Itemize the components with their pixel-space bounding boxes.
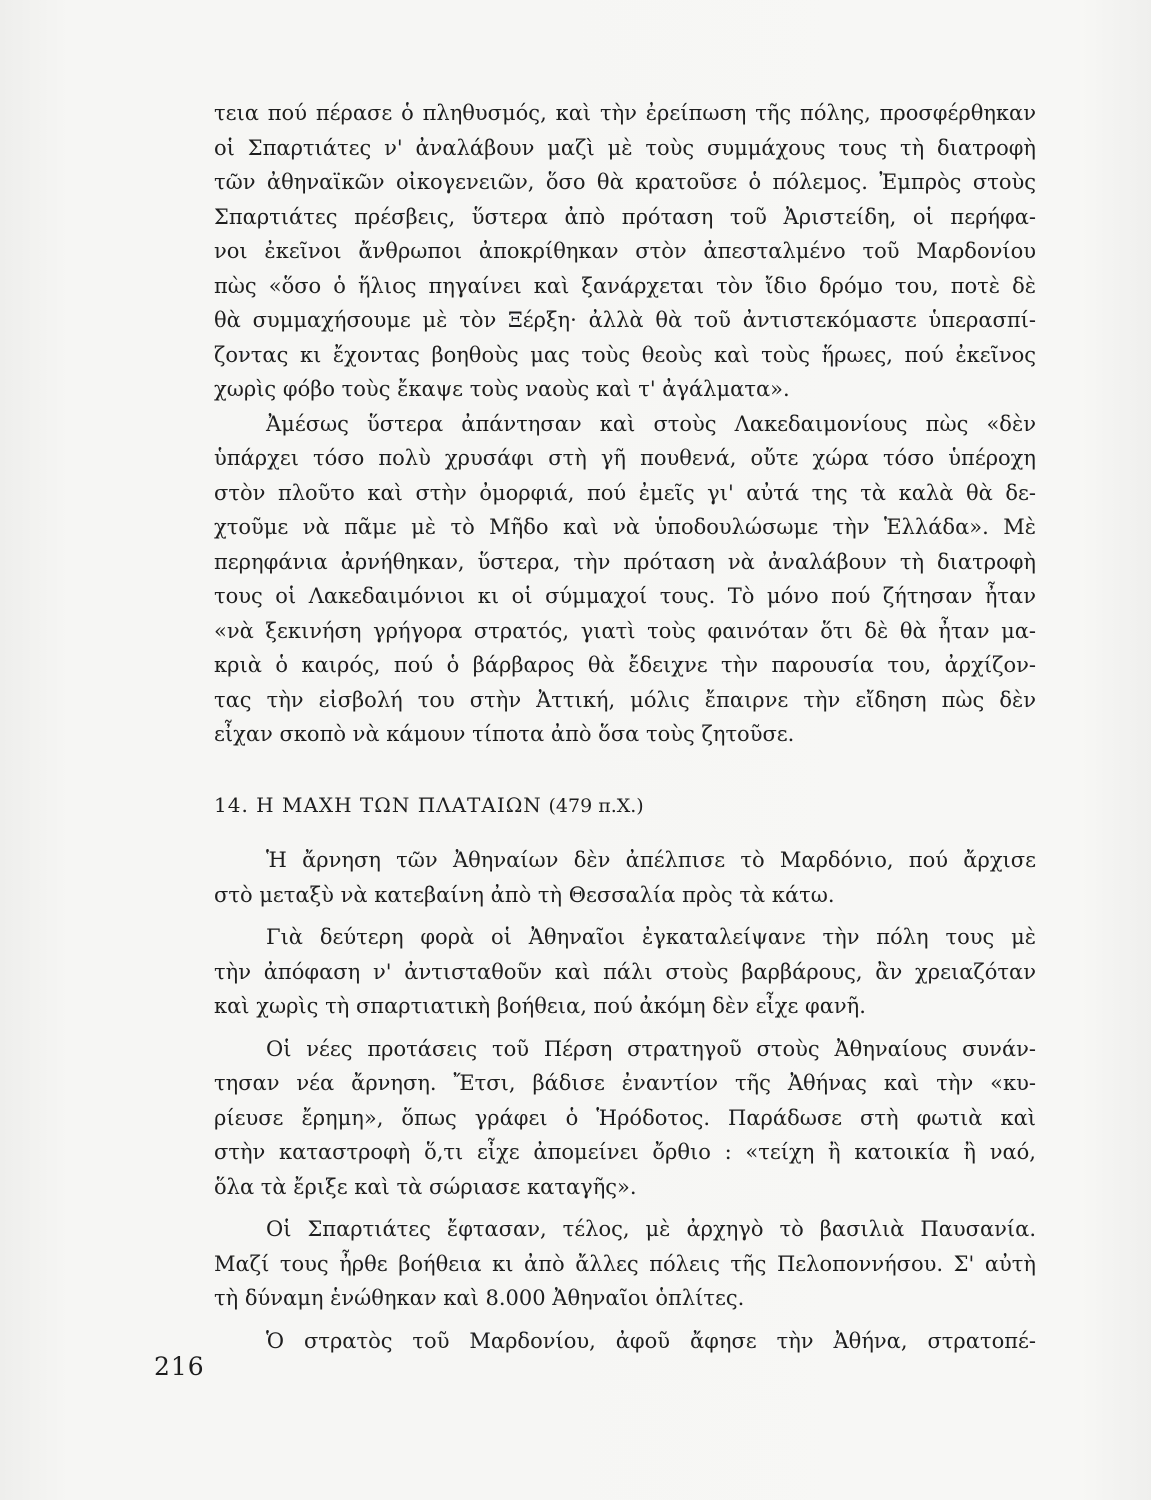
text-line: περηφάνια ἀρνήθηκαν, ὕστερα, τὴν πρόταση νὰ ἀναλάβουν τὴ διατροφὴ — [214, 549, 1036, 574]
text-line: στὸν πλοῦτο καὶ στὴν ὀμορφιά, πού ἐμεῖς γι' αὐτά της τὰ καλὰ θὰ δε- — [214, 480, 1036, 505]
page-text — [214, 96, 1036, 1358]
text-line: ὅλα τὰ ἔριξε καὶ τὰ σώριασε καταγῆς». — [214, 1174, 637, 1199]
text-line: ζοντας κι ἔχοντας βοηθοὺς μας τοὺς θεοὺς καὶ τοὺς ἥρωες, πού ἐκεῖνος — [214, 342, 1036, 367]
text-line: κριὰ ὁ καιρός, πού ὁ βάρβαρος θὰ ἔδειχνε τὴν παρουσία του, ἀρχίζον- — [214, 653, 1036, 677]
text-line: πὼς «ὅσο ὁ ἥλιος πηγαίνει καὶ ξανάρχεται τὸν ἴδιο δρόμο του, ποτὲ δὲ — [214, 273, 1036, 298]
text-line: Ἡ ἄρνηση τῶν Ἀθηναίων δὲν ἀπέλπισε τὸ Μαρδόνιο, πού ἄρχισε — [266, 848, 1036, 872]
paragraph — [214, 1032, 1036, 1205]
section-heading — [214, 788, 1036, 824]
text-line: Ὁ στρατὸς τοῦ Μαρδονίου, ἀφοῦ ἄφησε τὴν Ἀθήνα, στρατοπέ- — [266, 1328, 1036, 1353]
text-line: Γιὰ δεύτερη φορὰ οἱ Ἀθηναῖοι ἐγκαταλείψανε τὴν πόλη τους μὲ — [266, 925, 1036, 949]
text-line: νοι ἐκεῖνοι ἄνθρωποι ἀποκρίθηκαν στὸν ἀπεσταλμένο τοῦ Μαρδονίου — [214, 239, 1036, 263]
text-line: τας τὴν εἰσβολή του στὴν Ἀττική, μόλις ἔπαιρνε τὴν εἴδηση πὼς δὲν — [214, 687, 1036, 712]
paragraph — [214, 1212, 1036, 1316]
text-line: οἱ Σπαρτιάτες ν' ἀναλάβουν μαζὶ μὲ τοὺς συμμάχους τους τὴ διατροφὴ — [214, 135, 1036, 160]
section-heading-title: 14. Η ΜΑΧΗ ΤΩΝ ΠΛΑΤΑΙΩΝ — [214, 792, 542, 817]
paragraph — [214, 96, 1036, 407]
text-line: στὴν καταστροφὴ ὅ,τι εἶχε ἀπομείνει ὄρθιο : «τείχη ἢ κατοικία ἢ ναό, — [214, 1140, 1036, 1164]
text-line: Ἀμέσως ὕστερα ἀπάντησαν καὶ στοὺς Λακεδαιμονίους πὼς «δὲν — [266, 411, 1036, 436]
text-line: τεια πού πέρασε ὁ πληθυσμός, καὶ τὴν ἐρείπωση τῆς πόλης, προσφέρθηκαν — [214, 101, 1036, 125]
text-line: τους οἱ Λακεδαιμόνιοι κι οἱ σύμμαχοί τους. Τὸ μόνο πού ζήτησαν ἦταν — [214, 584, 1036, 608]
text-line: Μαζί τους ἦρθε βοήθεια κι ἀπὸ ἄλλες πόλεις τῆς Πελοποννήσου. Σ' αὐτὴ — [214, 1251, 1036, 1276]
text-line: ὑπάρχει τόσο πολὺ χρυσάφι στὴ γῆ πουθενά, οὔτε χώρα τόσο ὑπέροχη — [214, 446, 1036, 470]
text-line: στὸ μεταξὺ νὰ κατεβαίνη ἀπὸ τὴ Θεσσαλία πρὸς τὰ κάτω. — [214, 882, 835, 907]
paragraph — [214, 407, 1036, 752]
text-line: χωρὶς φόβο τοὺς ἔκαψε τοὺς ναοὺς καὶ τ' ἀγάλματα». — [214, 377, 790, 401]
paragraph — [214, 1324, 1036, 1359]
text-line: τησαν νέα ἄρνηση. Ἔτσι, βάδισε ἐναντίον τῆς Ἀθήνας καὶ τὴν «κυ- — [214, 1071, 1036, 1095]
text-line: χτοῦμε νὰ πᾶμε μὲ τὸ Μῆδο καὶ νὰ ὑποδουλώσωμε τὴν Ἑλλάδα». Μὲ — [214, 515, 1036, 539]
text-line: τὴ δύναμη ἑνώθηκαν καὶ 8.000 Ἀθηναῖοι ὁπλίτες. — [214, 1286, 745, 1310]
text-line: Οἱ Σπαρτιάτες ἔφτασαν, τέλος, μὲ ἀρχηγὸ τὸ βασιλιὰ Παυσανία. — [266, 1217, 1036, 1241]
text-line: Σπαρτιάτες πρέσβεις, ὕστερα ἀπὸ πρόταση τοῦ Ἀριστείδη, οἱ περήφα- — [214, 204, 1036, 229]
page-number: 216 — [154, 1352, 205, 1381]
text-line: τὴν ἀπόφαση ν' ἀντισταθοῦν καὶ πάλι στοὺς βαρβάρους, ἂν χρειαζόταν — [214, 959, 1036, 984]
text-line: εἶχαν σκοπὸ νὰ κάμουν τίποτα ἀπὸ ὅσα τοὺς ζητοῦσε. — [214, 722, 795, 746]
text-line: ρίευσε ἔρημη», ὅπως γράφει ὁ Ἡρόδοτος. Παράδωσε στὴ φωτιὰ καὶ — [214, 1105, 1036, 1130]
text-line: Οἱ νέες προτάσεις τοῦ Πέρση στρατηγοῦ στοὺς Ἀθηναίους συνάν- — [266, 1036, 1036, 1061]
text-line: θὰ συμμαχήσουμε μὲ τὸν Ξέρξη· ἀλλὰ θὰ τοῦ ἀντιστεκόμαστε ὑπερασπί- — [214, 308, 1036, 332]
section-heading-date: (479 π.Χ.) — [548, 794, 644, 817]
paragraph — [214, 920, 1036, 1024]
text-line: «νὰ ξεκινήση γρήγορα στρατός, γιατὶ τοὺς φαινόταν ὅτι δὲ θὰ ἦταν μα- — [214, 618, 1036, 643]
paragraph — [214, 843, 1036, 912]
text-line: τῶν ἀθηναϊκῶν οἰκογενειῶν, ὅσο θὰ κρατοῦσε ὁ πόλεμος. Ἐμπρὸς στοὺς — [214, 170, 1036, 194]
text-line: καὶ χωρὶς τὴ σπαρτιατικὴ βοήθεια, πού ἀκόμη δὲν εἶχε φανῆ. — [214, 994, 866, 1018]
